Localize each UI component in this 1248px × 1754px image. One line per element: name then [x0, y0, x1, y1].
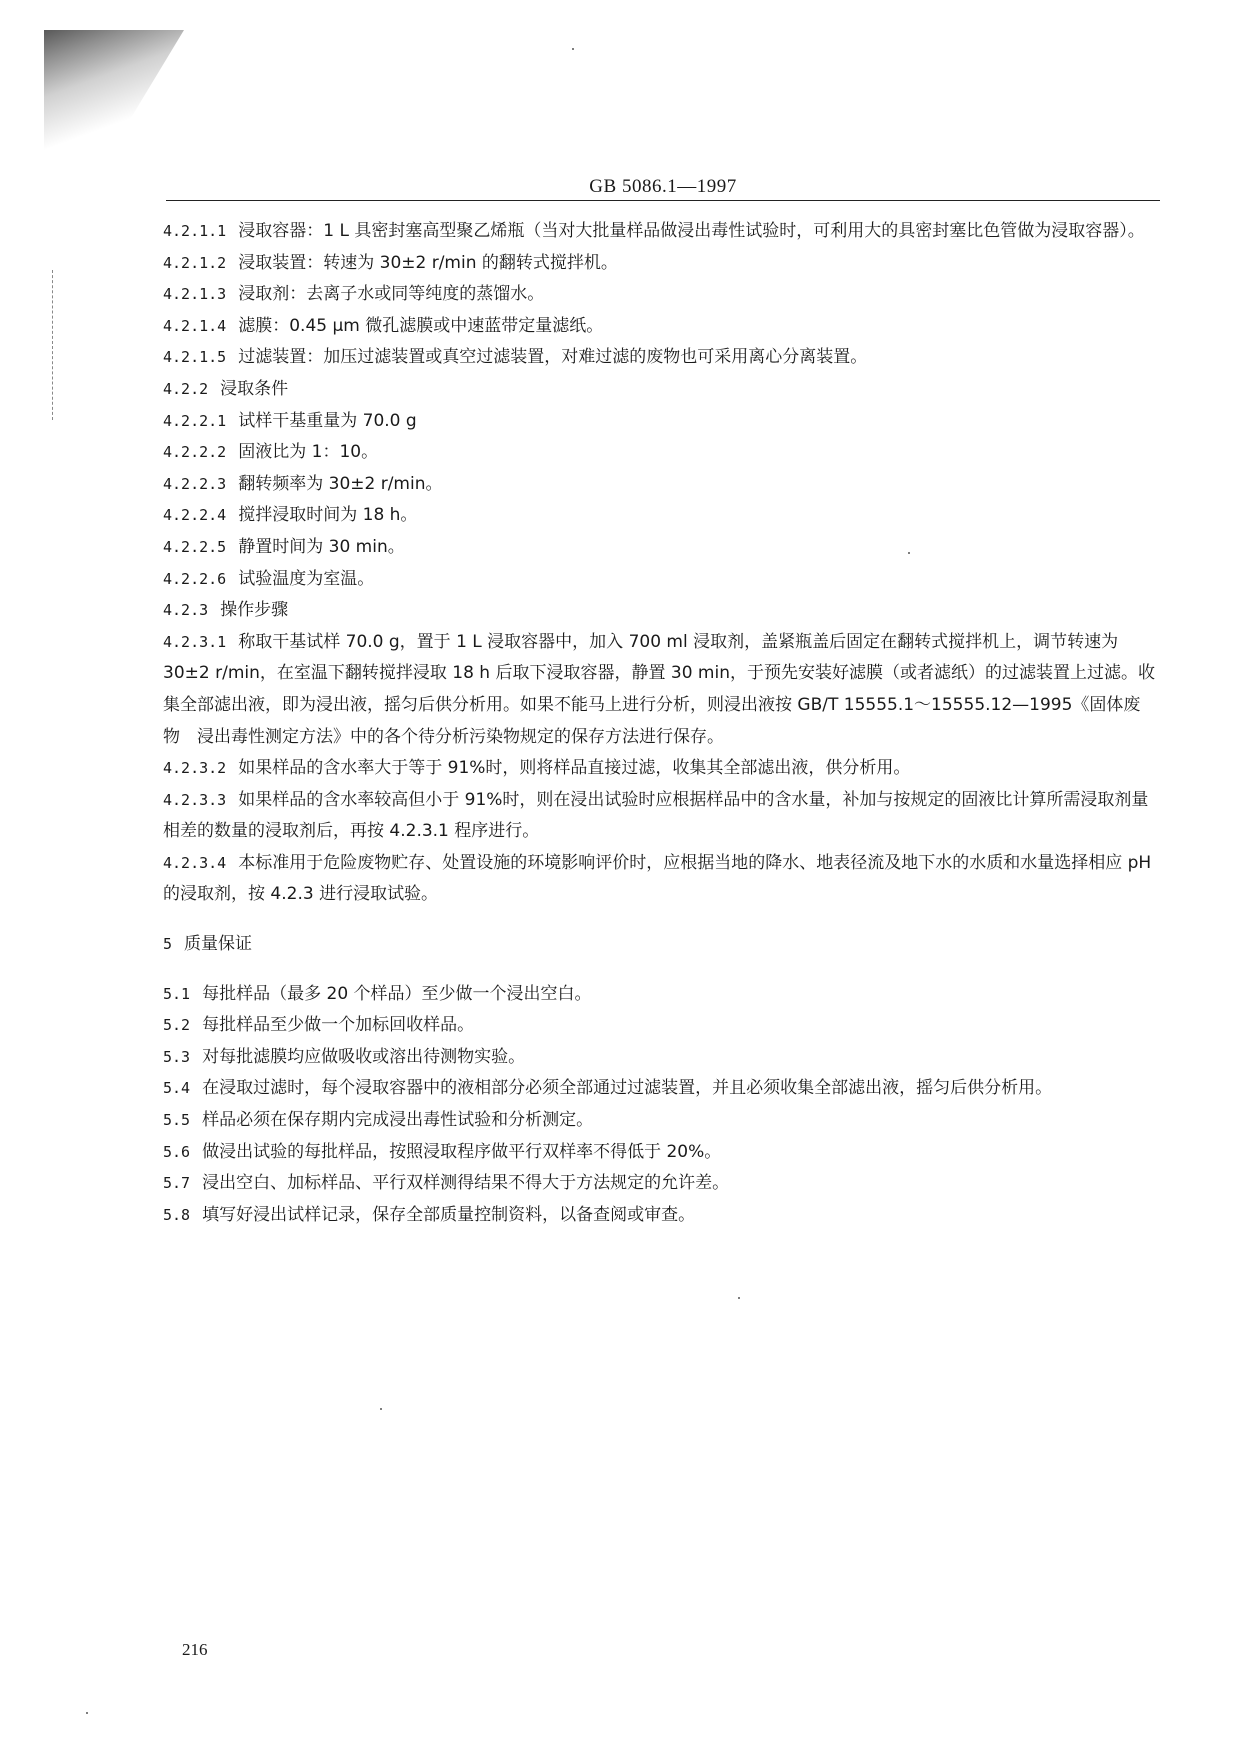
quality-item	[163, 1042, 1157, 1074]
clause-number: 5.2	[163, 1016, 191, 1035]
clause	[163, 279, 1157, 311]
clause-text: 浸出空白、加标样品、平行双样测得结果不得大于方法规定的允许差。	[202, 1173, 730, 1194]
page-header: GB 5086.1—1997	[589, 176, 737, 197]
clause	[163, 595, 1157, 627]
clause-number: 4.2.2.5	[163, 537, 227, 556]
clause-number: 5.6	[163, 1142, 191, 1161]
clause-text: 浸取容器：1 L 具密封塞高型聚乙烯瓶（当对大批量样品做浸出毒性试验时，可利用大的具密封塞比色管做为浸取容器）。	[238, 221, 1145, 241]
clause	[163, 216, 1157, 248]
clause	[163, 785, 1157, 848]
scan-marks	[52, 270, 57, 420]
clause-number: 5.8	[163, 1205, 191, 1224]
clause-text: 试验温度为室温。	[238, 568, 375, 589]
clause-text: 搅拌浸取时间为 18 h。	[238, 505, 418, 526]
clause	[163, 532, 1157, 564]
clause-number: 4.2.1.4	[163, 316, 227, 335]
clause	[163, 437, 1157, 469]
clause-text: 固液比为 1：10。	[238, 442, 379, 463]
clause-number: 4.2.1.3	[163, 285, 227, 304]
clause-text: 样品必须在保存期内完成浸出毒性试验和分析测定。	[202, 1110, 594, 1131]
clause-number: 4.2.3.4	[163, 853, 227, 872]
clause-number: 4.2.3.2	[163, 759, 227, 778]
clause-text: 如果样品的含水率大于等于 91%时，则将样品直接过滤，收集其全部滤出液，供分析用。	[238, 758, 911, 779]
clause-text: 操作步骤	[220, 600, 289, 621]
clause-number: 4.2.3	[163, 601, 209, 620]
clause	[163, 248, 1157, 280]
quality-item	[163, 1105, 1157, 1137]
clause-number: 4.2.2.2	[163, 443, 227, 462]
clause-number: 4.2.1.5	[163, 348, 227, 367]
section-number: 5	[163, 935, 173, 954]
section-title: 质量保证	[184, 934, 253, 955]
clause-number: 4.2.2	[163, 379, 209, 398]
clause-text: 填写好浸出试样记录，保存全部质量控制资料，以备查阅或审查。	[202, 1204, 696, 1225]
page-number: 216	[182, 1640, 208, 1659]
clause	[163, 311, 1157, 343]
section-5-items	[163, 979, 1157, 1232]
clause-number: 4.2.2.1	[163, 411, 227, 430]
clause-text: 做浸出试验的每批样品，按照浸取程序做平行双样率不得低于 20%。	[202, 1141, 722, 1162]
clause	[163, 374, 1157, 406]
clause-number: 4.2.1.2	[163, 253, 227, 272]
clause-number: 4.2.1.1	[163, 222, 227, 240]
clause-text: 每批样品至少做一个加标回收样品。	[202, 1015, 475, 1036]
clause	[163, 753, 1157, 785]
clause-text: 静置时间为 30 min。	[238, 536, 405, 557]
clause-number: 4.2.2.3	[163, 474, 227, 493]
quality-item	[163, 1168, 1157, 1200]
clause-list	[163, 216, 1157, 911]
clause-number: 4.2.2.6	[163, 569, 227, 588]
clause-text: 浸取装置：转速为 30±2 r/min 的翻转式搅拌机。	[238, 252, 618, 273]
clause	[163, 500, 1157, 532]
quality-item	[163, 1010, 1157, 1042]
section-5-heading	[163, 929, 1157, 961]
clause-text: 如果样品的含水率较高但小于 91%时，则在浸出试验时应根据样品中的含水量，补加与按规定的固液比计算所需浸取剂量相差的数量的浸取剂后，再按 4.2.3.1 程序进行。	[163, 789, 1149, 842]
clause-text: 对每批滤膜均应做吸收或溶出待测物实验。	[202, 1046, 526, 1067]
document-body	[163, 216, 1157, 1231]
clause-number: 4.2.3.3	[163, 790, 227, 809]
clause	[163, 848, 1157, 911]
header-rule	[166, 200, 1160, 201]
clause-text: 本标准用于危险废物贮存、处置设施的环境影响评价时，应根据当地的降水、地表径流及地下水的水质和水量选择相应 pH 的浸取剂，按 4.2.3 进行浸取试验。	[163, 852, 1152, 905]
clause-number: 5.7	[163, 1174, 191, 1193]
clause	[163, 342, 1157, 374]
clause-number: 5.3	[163, 1047, 191, 1066]
scan-shadow	[44, 30, 184, 220]
clause-text: 每批样品（最多 20 个样品）至少做一个浸出空白。	[202, 983, 592, 1004]
quality-item	[163, 1200, 1157, 1232]
quality-item	[163, 1073, 1157, 1105]
clause	[163, 564, 1157, 596]
clause-text: 试样干基重量为 70.0 g	[238, 410, 417, 431]
clause-number: 5.4	[163, 1079, 191, 1098]
clause-number: 4.2.2.4	[163, 506, 227, 525]
clause	[163, 469, 1157, 501]
clause	[163, 406, 1157, 438]
clause-text: 翻转频率为 30±2 r/min。	[238, 473, 443, 494]
clause-text: 浸取条件	[220, 378, 289, 399]
clause-text: 在浸取过滤时，每个浸取容器中的液相部分必须全部通过过滤装置，并且必须收集全部滤出液，摇匀后供分析用。	[202, 1078, 1053, 1099]
clause-number: 5.5	[163, 1111, 191, 1130]
quality-item	[163, 1137, 1157, 1169]
clause-text: 滤膜：0.45 μm 微孔滤膜或中速蓝带定量滤纸。	[238, 315, 604, 336]
clause-text: 过滤装置：加压过滤装置或真空过滤装置，对难过滤的废物也可采用离心分离装置。	[238, 347, 868, 368]
clause-text: 浸取剂：去离子水或同等纯度的蒸馏水。	[238, 284, 545, 305]
clause	[163, 627, 1157, 753]
quality-item	[163, 979, 1157, 1011]
clause-number: 4.2.3.1	[163, 632, 227, 651]
clause-text: 称取干基试样 70.0 g，置于 1 L 浸取容器中，加入 700 ml 浸取剂，盖紧瓶盖后固定在翻转式搅拌机上，调节转速为 30±2 r/min，在室温下翻转搅拌浸取 18 h 后取下浸取容器，静置 30 min，于预先安装好滤膜（或者滤纸）的过滤装置上过滤。收集全部滤出液，即为浸出液，摇匀后供分析用。如果不能马上进行分析，则浸出液按 GB/T 15555.1～15555.12—1995《固体废物 浸出毒性测定方法》中的各个待分析污染物规定的保存方法进行保存。	[163, 631, 1155, 747]
clause-number: 5.1	[163, 984, 191, 1003]
